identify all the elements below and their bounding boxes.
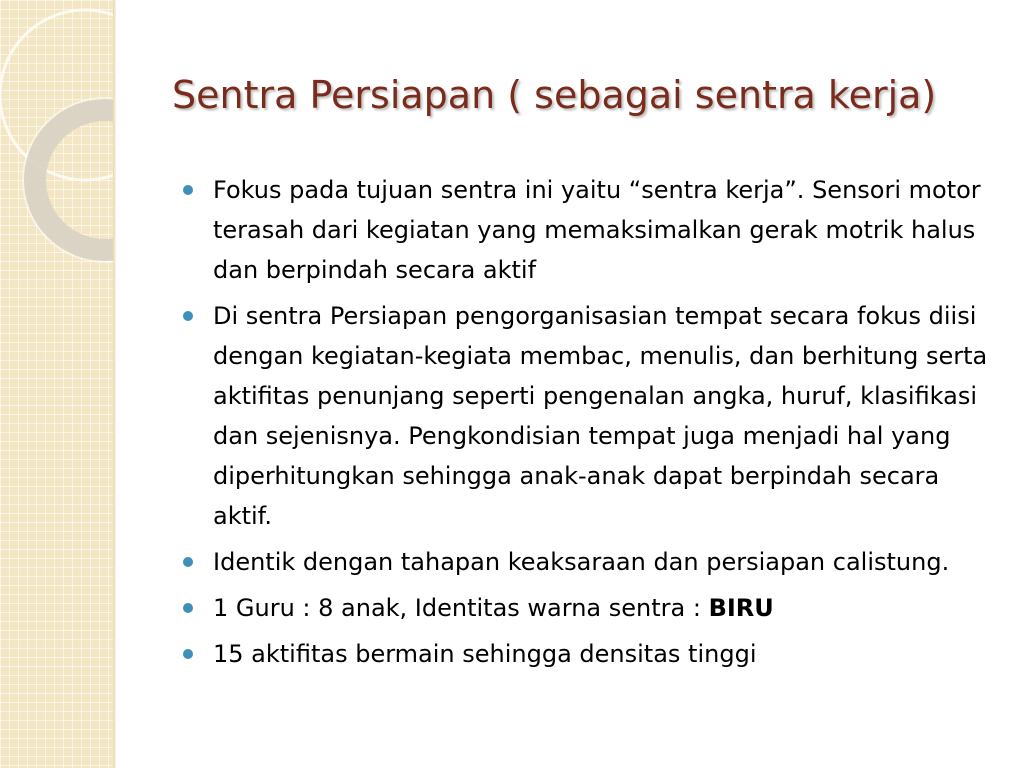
bullet-item	[180, 634, 1000, 674]
bullet-dot-icon	[183, 649, 193, 659]
bullet-text: Di sentra Persiapan pengorganisasian tempat secara fokus diisi dengan kegiatan-kegiata membac, menulis, dan berhitung serta aktifitas penunjang seperti pengenalan angka, huruf, klasifikasi dan sejenisnya. Pengkondisian tempat juga menjadi hal yang diperhitungkan sehingga anak-anak dapat berpindah secara aktif.	[213, 302, 988, 530]
bullet-list	[180, 170, 1000, 680]
decorative-circles	[0, 0, 113, 768]
bullet-item	[180, 296, 1000, 536]
bullet-dot-icon	[183, 603, 193, 613]
bullet-item	[180, 170, 1000, 290]
bullet-item	[180, 542, 1000, 582]
slide-title: Sentra Persiapan ( sebagai sentra kerja)	[172, 73, 937, 117]
bullet-dot-icon	[183, 557, 193, 567]
bullet-text: 15 aktifitas bermain sehingga densitas tinggi	[213, 640, 757, 668]
bullet-text: 1 Guru : 8 anak, Identitas warna sentra :	[213, 594, 709, 622]
side-strip-edge	[113, 0, 116, 768]
color-identity-label: BIRU	[708, 594, 774, 622]
bullet-item	[180, 588, 1000, 628]
bullet-text: Fokus pada tujuan sentra ini yaitu “sentra kerja”. Sensori motor terasah dari kegiatan yang memaksimalkan gerak motrik halus dan berpindah secara aktif	[213, 176, 981, 284]
bullet-text: Identik dengan tahapan keaksaraan dan persiapan calistung.	[213, 548, 950, 576]
bullet-dot-icon	[183, 185, 193, 195]
decorative-side-strip	[0, 0, 113, 768]
bullet-dot-icon	[183, 311, 193, 321]
